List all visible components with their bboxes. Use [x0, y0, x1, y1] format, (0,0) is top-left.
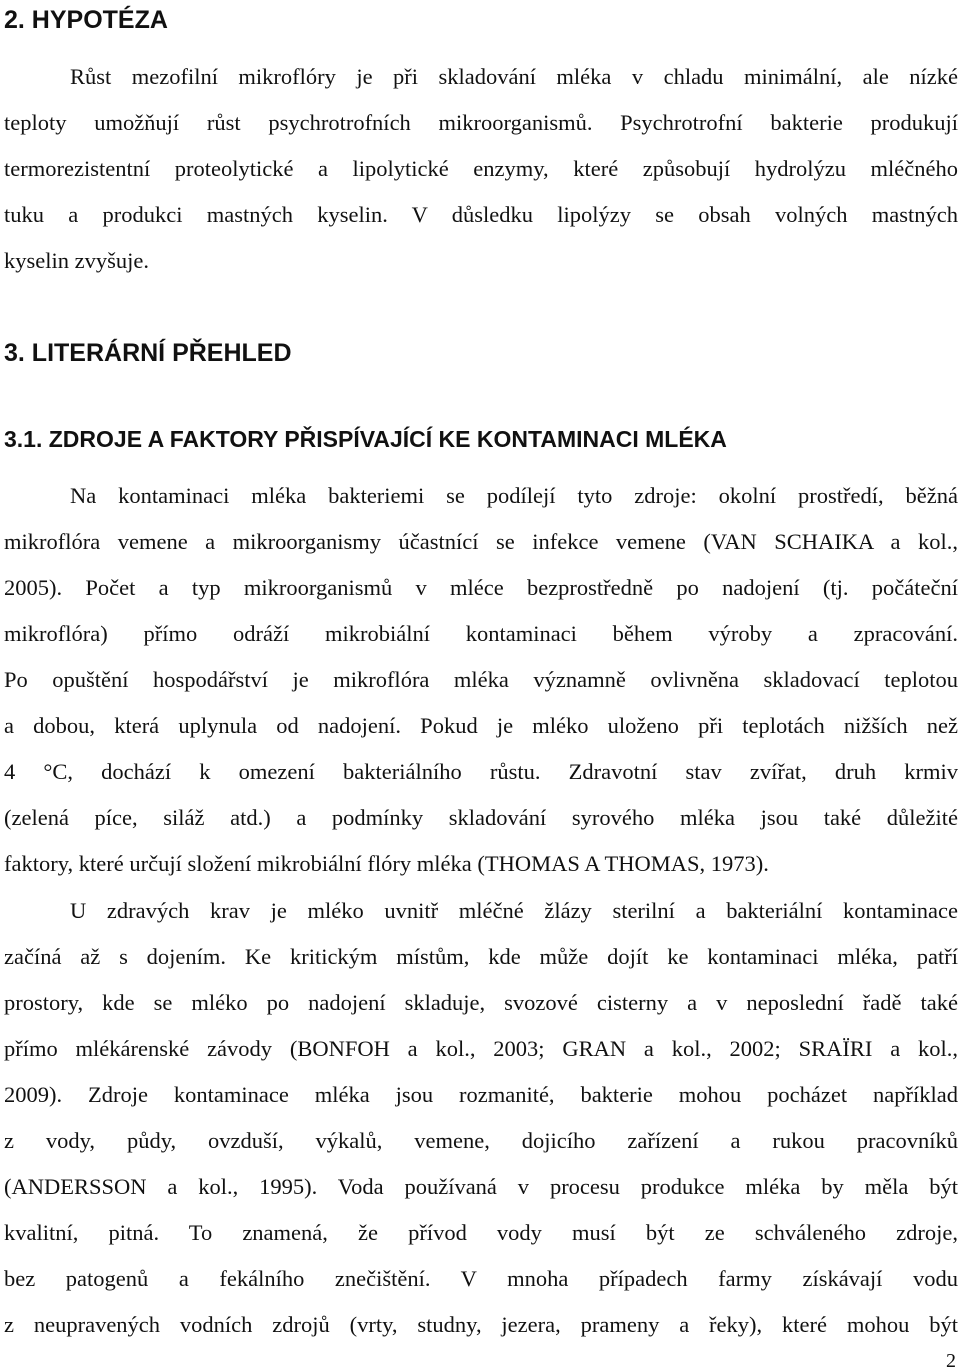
- paragraph-line: z vody, půdy, ovzduší, výkalů, vemene, dojicího zařízení a rukou pracovníků: [4, 1128, 958, 1153]
- paragraph-line: mikroflóra vemene a mikroorganismy účastnící se infekce vemene (VAN SCHAIKA a kol.,: [4, 529, 958, 554]
- paragraph-line: prostory, kde se mléko po nadojení skladuje, svozové cisterny a v neposlední řadě také: [4, 990, 958, 1015]
- paragraph-line: (zelená píce, siláž atd.) a podmínky skladování syrového mléka jsou také důležité: [4, 805, 958, 830]
- paragraph-line: z neupravených vodních zdrojů (vrty, studny, jezera, prameny a řeky), které mohou být: [4, 1312, 958, 1337]
- section-heading-literarni-prehled: 3. LITERÁRNÍ PŘEHLED: [4, 339, 292, 367]
- paragraph-line: a dobou, která uplynula od nadojení. Pokud je mléko uloženo při teplotách nižších než: [4, 713, 958, 738]
- paragraph-line: tuku a produkci mastných kyselin. V důsledku lipolýzy se obsah volných mastných: [4, 202, 958, 227]
- paragraph-line: Růst mezofilní mikroflóry je při skladování mléka v chladu minimální, ale nízké: [70, 64, 958, 89]
- paragraph-line: (ANDERSSON a kol., 1995). Voda používaná v procesu produkce mléka by měla být: [4, 1174, 958, 1199]
- section-heading-hypoteza: 2. HYPOTÉZA: [4, 6, 168, 34]
- paragraph-line: 4 °C, dochází k omezení bakteriálního růstu. Zdravotní stav zvířat, druh krmiv: [4, 759, 958, 784]
- page-number: 2: [946, 1350, 956, 1372]
- paragraph-line: teploty umožňují růst psychrotrofních mikroorganismů. Psychrotrofní bakterie produkují: [4, 110, 958, 135]
- paragraph-line: U zdravých krav je mléko uvnitř mléčné žlázy sterilní a bakteriální kontaminace: [70, 898, 958, 923]
- paragraph-line: Na kontaminaci mléka bakteriemi se podílejí tyto zdroje: okolní prostředí, běžná: [70, 483, 958, 508]
- paragraph-line: kyselin zvyšuje.: [4, 248, 149, 273]
- paragraph-line: 2009). Zdroje kontaminace mléka jsou rozmanité, bakterie mohou pocházet například: [4, 1082, 958, 1107]
- paragraph-line: termorezistentní proteolytické a lipolytické enzymy, které způsobují hydrolýzu mléčného: [4, 156, 958, 181]
- paragraph-line: 2005). Počet a typ mikroorganismů v mléce bezprostředně po nadojení (tj. počáteční: [4, 575, 958, 600]
- paragraph-line: kvalitní, pitná. To znamená, že přívod vody musí být ze schváleného zdroje,: [4, 1220, 958, 1245]
- paragraph-line: přímo mlékárenské závody (BONFOH a kol., 2003; GRAN a kol., 2002; SRAÏRI a kol.,: [4, 1036, 958, 1061]
- paragraph-line: začíná až s dojením. Ke kritickým místům, kde může dojít ke kontaminaci mléka, patří: [4, 944, 958, 969]
- paragraph-line: faktory, které určují složení mikrobiální flóry mléka (THOMAS A THOMAS, 1973).: [4, 851, 769, 876]
- subsection-heading-zdroje: 3.1. ZDROJE A FAKTORY PŘISPÍVAJÍCÍ KE KONTAMINACI MLÉKA: [4, 426, 727, 452]
- paragraph-line: bez patogenů a fekálního znečištění. V mnoha případech farmy získávají vodu: [4, 1266, 958, 1291]
- paragraph-line: Po opuštění hospodářství je mikroflóra mléka významně ovlivněna skladovací teplotou: [4, 667, 958, 692]
- paragraph-line: mikroflóra) přímo odráží mikrobiální kontaminaci během výroby a zpracování.: [4, 621, 958, 646]
